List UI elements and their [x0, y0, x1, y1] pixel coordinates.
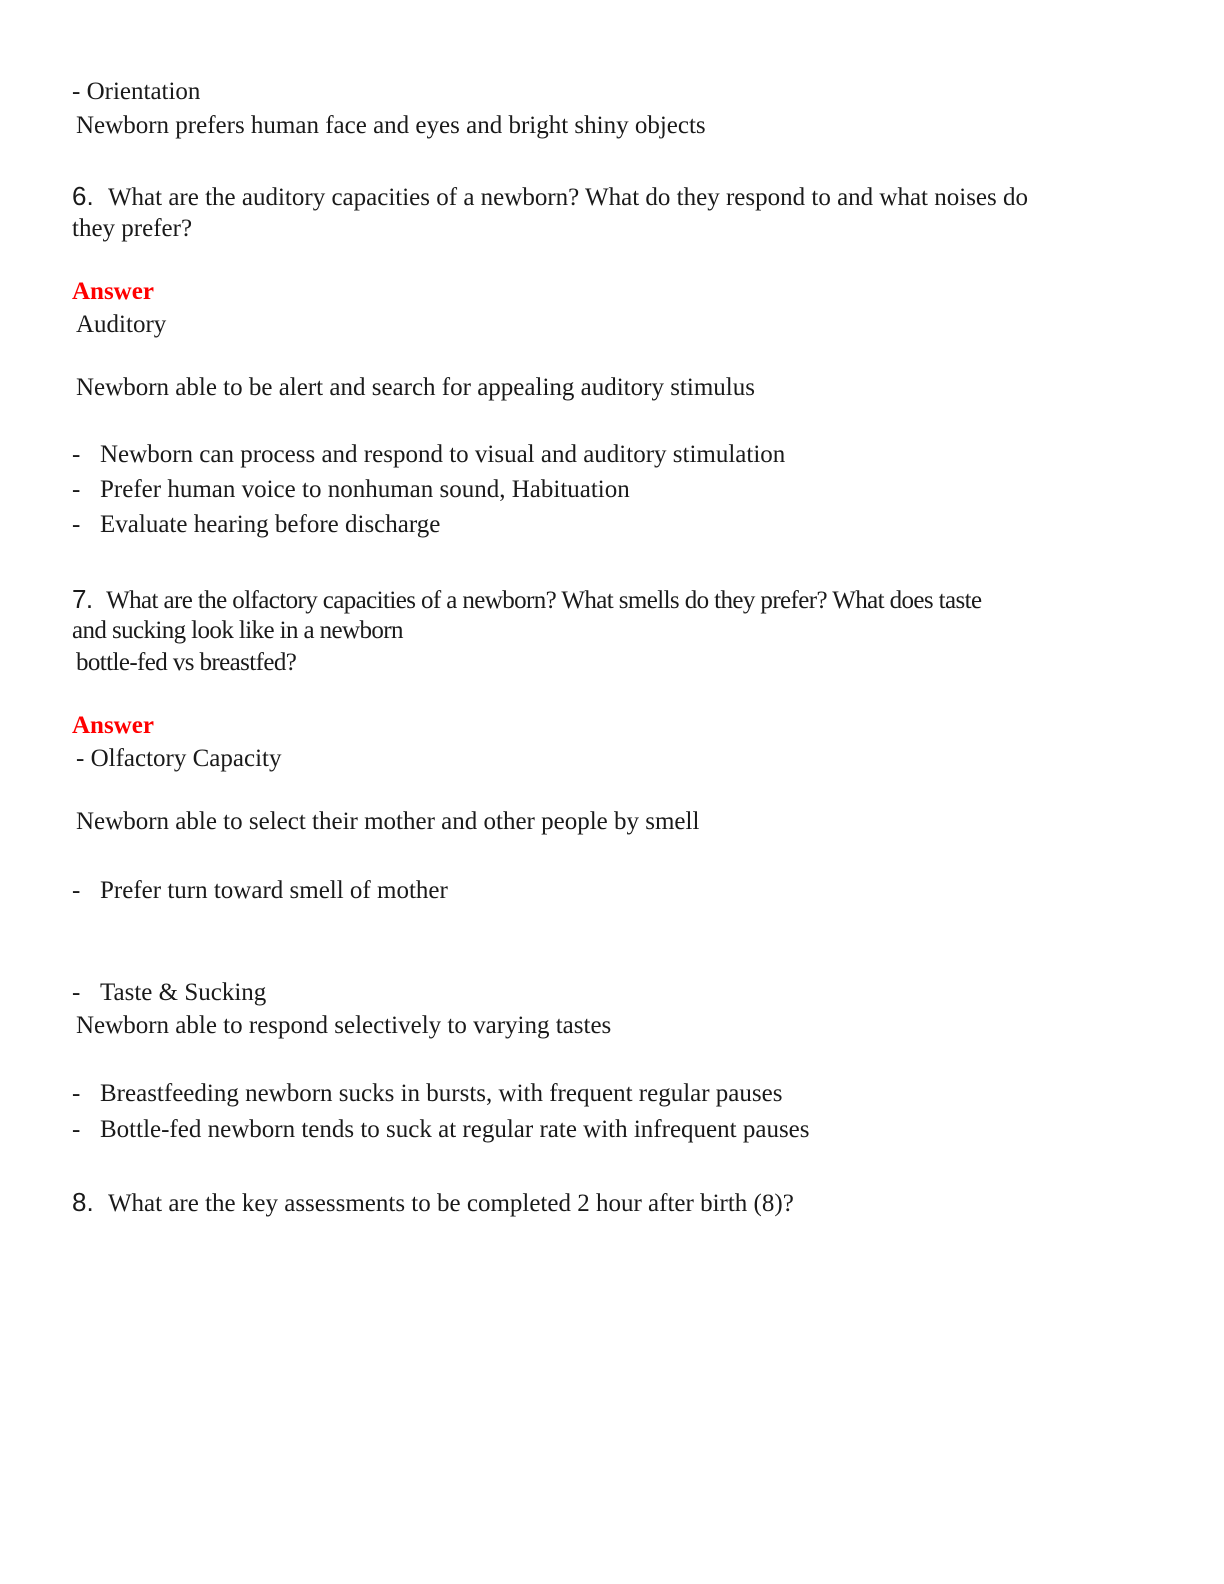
bullet-dash: - — [72, 476, 81, 503]
question-text: What are the auditory capacities of a newborn? What do they respond to and what noises do — [107, 184, 1029, 211]
bullet-dash: - — [72, 511, 81, 538]
question-7-continued-2: bottle-fed vs breastfed? — [76, 649, 297, 676]
question-number: 6. — [72, 181, 94, 211]
orientation-text: Newborn prefers human face and eyes and bright shiny objects — [76, 112, 706, 139]
question-text: What are the key assessments to be completed 2 hour after birth (8)? — [107, 1190, 794, 1217]
auditory-heading: Auditory — [76, 311, 167, 338]
question-7 — [72, 583, 981, 617]
list-item: Prefer turn toward smell of mother — [100, 877, 448, 904]
answer-label: Answer — [72, 712, 154, 739]
taste-text: Newborn able to respond selectively to varying tastes — [76, 1012, 612, 1039]
question-6-continued: they prefer? — [72, 215, 193, 242]
auditory-text: Newborn able to be alert and search for appealing auditory stimulus — [76, 374, 755, 401]
answer-label: Answer — [72, 278, 154, 305]
question-text: What are the olfactory capacities of a newborn? What smells do they prefer? What does taste — [106, 587, 982, 614]
list-item: Breastfeeding newborn sucks in bursts, with frequent regular pauses — [100, 1080, 783, 1107]
list-item: Newborn can process and respond to visual and auditory stimulation — [100, 441, 786, 468]
list-item: Bottle-fed newborn tends to suck at regular rate with infrequent pauses — [100, 1116, 810, 1143]
question-number: 7. — [72, 584, 93, 614]
list-item: Evaluate hearing before discharge — [100, 511, 441, 538]
question-8 — [72, 1186, 794, 1220]
olfactory-text: Newborn able to select their mother and other people by smell — [76, 808, 700, 835]
question-7-continued: and sucking look like in a newborn — [72, 617, 403, 644]
bullet-dash: - — [72, 979, 81, 1006]
bullet-dash: - — [72, 441, 81, 468]
bullet-dash: - — [72, 1116, 81, 1143]
question-6 — [72, 180, 1028, 214]
bullet-dash: - — [72, 877, 81, 904]
bullet-dash: - — [72, 1080, 81, 1107]
list-item: Prefer human voice to nonhuman sound, Habituation — [100, 476, 630, 503]
taste-heading: Taste & Sucking — [100, 979, 267, 1006]
olfactory-heading: - Olfactory Capacity — [76, 745, 282, 772]
question-number: 8. — [72, 1187, 94, 1217]
orientation-heading: - Orientation — [72, 78, 201, 105]
